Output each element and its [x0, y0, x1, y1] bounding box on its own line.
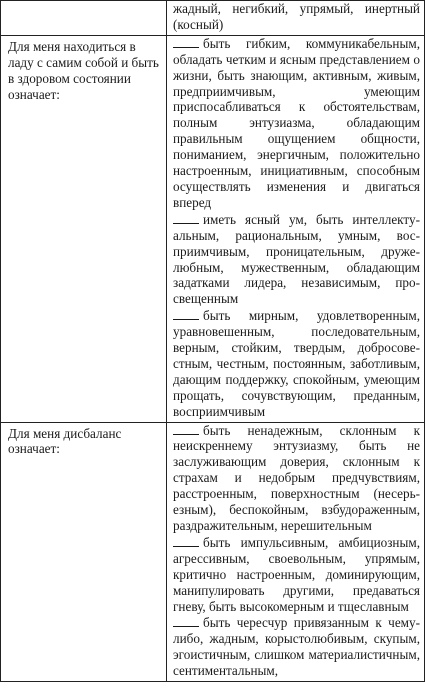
list-item — [173, 36, 420, 211]
item-text: быть мирным, удовлетворенным, уравновешенным, последовательным, верным, стойким, твердым, добросовестным, честным, постоянным, заботливым, дающим поддержку, спокойным, умеющим прощать, сочувствующим, преданным, восприимчивым — [173, 308, 420, 419]
row-label-cell — [1, 422, 167, 682]
item-text: быть гибким, коммуникабельным, обладать четким и ясным представлением о жизни, быть знающим, активным, живым, предприимчивым, умеющим приспосабливаться к обстоятельствам, полным энтузиазма, обладающим правильным ощущением общности, пониманием, энергичным, положительно настроенным, инициативным, способным осуществлять изменения и двигаться вперед — [173, 35, 420, 210]
item-text: быть ненадежным, склонным к неискреннему энтузиазму, быть не заслуживающим доверия, склонным к страхам и недобрым предчувствиям, расстроенным, поверхностным (несерьезным), беспокойным, взбудораженным, раздражительным, нерешительным — [173, 422, 420, 533]
item-text: иметь ясный ум, быть интеллектуальным, рациональным, умным, восприимчивым, проницательным, дружелюбным, мужественным, обладающим задатками лидера, независимым, просвещенным — [173, 211, 420, 307]
row-label-cell — [1, 1, 167, 36]
item-text: быть чересчур привязанным к чему-либо, жадным, корыстолюбивым, скупым, эгоистичным, слишком материалистичным, сентиментальным, — [173, 615, 420, 679]
list-item — [173, 535, 420, 615]
row-label: Для меня находиться в ладу с самим собой и быть в здоровом состоянии означает: — [8, 38, 159, 102]
row-label: Для меня дисбаланс означает: — [8, 425, 122, 457]
answer-blank[interactable] — [173, 535, 199, 547]
answer-blank[interactable] — [173, 423, 199, 435]
row-label-cell — [1, 35, 167, 422]
list-item — [173, 212, 420, 307]
answer-blank[interactable] — [173, 308, 199, 320]
answer-blank[interactable] — [173, 615, 199, 627]
answer-blank[interactable] — [173, 212, 199, 224]
answer-blank[interactable] — [173, 36, 199, 48]
list-item — [173, 423, 420, 534]
item-text: быть импульсивным, амбициозным, агрессивным, своевольным, упрямым, критично настроенным, доминирующим, манипулировать другими, предаваться гневу, быть высокомерным и тщеславным — [173, 534, 420, 614]
table-row-imbalance — [1, 422, 425, 682]
list-item — [173, 615, 420, 679]
row-items-cell — [167, 1, 425, 36]
row-items-cell — [167, 422, 425, 682]
continued-text: жадный, негибкий, упрямый, инертный (косный) — [173, 1, 420, 32]
table-row-continued — [1, 1, 425, 36]
row-items-cell — [167, 35, 425, 422]
table-row-balance — [1, 35, 425, 422]
list-item — [173, 308, 420, 419]
